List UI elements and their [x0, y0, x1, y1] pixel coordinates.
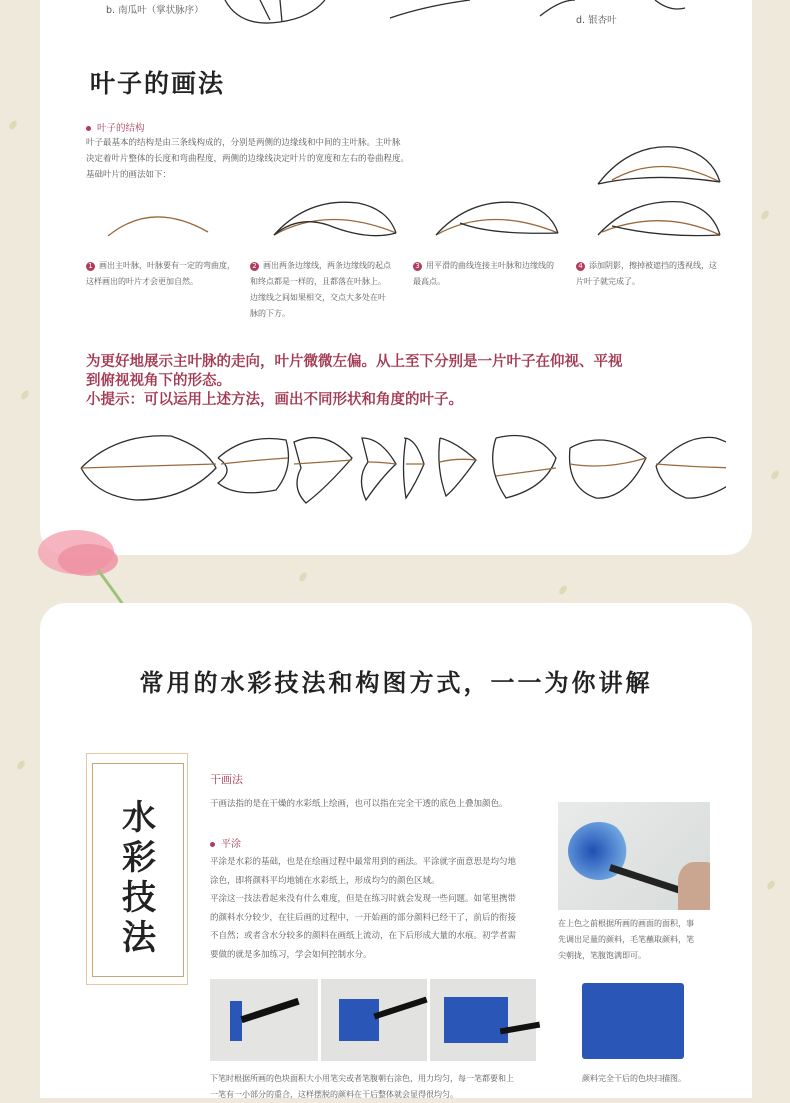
step-1: 1 画出主叶脉，叶脉要有一定的弯曲度， 这样画出的叶片才会更加自然。: [86, 261, 235, 286]
brush-stroke-caption: 下笔时根据所画的色块面积大小用笔尖或者笔腹朝右涂色，用力均匀，每一笔都要和上 一笔有一小部分的重合，这样摆脱的颜料在干后整体就会显得很均匀。: [210, 1074, 514, 1099]
leaf-drawing-card: [40, 0, 752, 555]
watercolor-card: [40, 603, 752, 1098]
background-speck: [766, 879, 777, 891]
step-4: 4 添加阴影，擦掉被遮挡的透视线，这 片叶子就完成了。: [576, 261, 717, 286]
flat-wash-text: 平涂是水彩的基础，也是在绘画过程中最常用到的画法。平涂就字面意思是均匀地 涂色，即将颜料平均地铺在水彩纸上，形成均匀的颜色区域。 平涂这一技法看起来没有什么难度，但是在练习时就会发现一些问题。如笔里携带 的颜料水分较少，在往后画的过程中，一开始画的部分颜料已经干了，前后的衔接 不自然；或者含水分较多的颜料在画纸上流动，在下后形成大量的水痕。初学者需 要做的就是多加练习，学会如何控制水分。: [210, 857, 517, 960]
finished-color-block: [582, 983, 684, 1059]
brush-stroke-photo-1: [210, 979, 318, 1061]
flat-wash-heading: 平涂: [210, 835, 241, 850]
leaf-sketch: [385, 0, 475, 20]
pumpkin-leaf-sketch: [220, 0, 330, 30]
mixing-paint-photo: [558, 802, 710, 910]
leaf-angle-sequence: [76, 428, 726, 508]
step1-leaf-drawing: [102, 200, 214, 245]
side-title: 水 彩 技 法: [122, 798, 156, 958]
brush-stroke-photo-2: [321, 979, 427, 1061]
background-speck: [298, 571, 309, 583]
perspective-note: 为更好地展示主叶脉的走向，叶片微微左偏。从上至下分别是一片叶子在仰视、平视 到俯视视角下的形态。 小提示：可以运用上述方法，画出不同形状和角度的叶子。: [86, 353, 623, 408]
step-2: 2 画出两条边缘线，两条边缘线的起点 和终点都是一样的，且都落在叶脉上。 边缘线之间如果相交，交点大多处在叶 脉的下方。: [250, 261, 391, 318]
finished-color-caption: 颜料完全干后的色块扫描图。: [582, 1074, 686, 1083]
step-number-badge: 3: [413, 262, 422, 271]
leaf-section-title: 叶子的画法: [90, 69, 226, 98]
step-number-badge: 4: [576, 262, 585, 271]
background-speck: [760, 209, 771, 221]
bullet-icon: [210, 842, 215, 847]
step-number-badge: 2: [250, 262, 259, 271]
mixing-paint-caption: 在上色之前根据所画的画面的面积，事 先调出足量的颜料，毛笔蘸取颜料，笔 尖朝拢，笔腹饱满即可。: [558, 919, 694, 960]
structure-intro: 叶子最基本的结构是由三条线构成的，分别是两侧的边缘线和中间的主叶脉。主叶脉 决定着叶片整体的长度和弯曲程度，两侧的边缘线决定叶片的宽度和左右的卷曲程度。 基础叶片的画法如下：: [86, 138, 410, 180]
watercolor-section-title: 常用的水彩技法和构图方式，一一为你讲解: [139, 668, 653, 697]
step3-leaf-drawing: [430, 195, 565, 245]
bullet-icon: [86, 126, 91, 131]
step-3: 3 用平滑的曲线连接主叶脉和边缘线的 最高点。: [413, 261, 554, 286]
background-speck: [20, 389, 31, 401]
background-speck: [16, 759, 27, 771]
structure-heading: 叶子的结构: [86, 120, 145, 134]
step2-leaf-drawing: [268, 195, 403, 245]
background-speck: [8, 119, 19, 131]
dry-method-text: 干画法指的是在干燥的水彩纸上绘画，也可以指在完全干透的底色上叠加颜色。: [210, 799, 508, 809]
dry-method-heading: 干画法: [210, 773, 243, 786]
pumpkin-leaf-caption: b. 南瓜叶（掌状脉序）: [106, 5, 204, 16]
background-speck: [558, 584, 569, 596]
background-speck: [770, 469, 781, 481]
brush-stroke-photo-3: [430, 979, 536, 1061]
step-number-badge: 1: [86, 262, 95, 271]
step4-leaf-drawings: [592, 140, 727, 245]
ginkgo-leaf-caption: d. 银杏叶: [576, 15, 617, 26]
